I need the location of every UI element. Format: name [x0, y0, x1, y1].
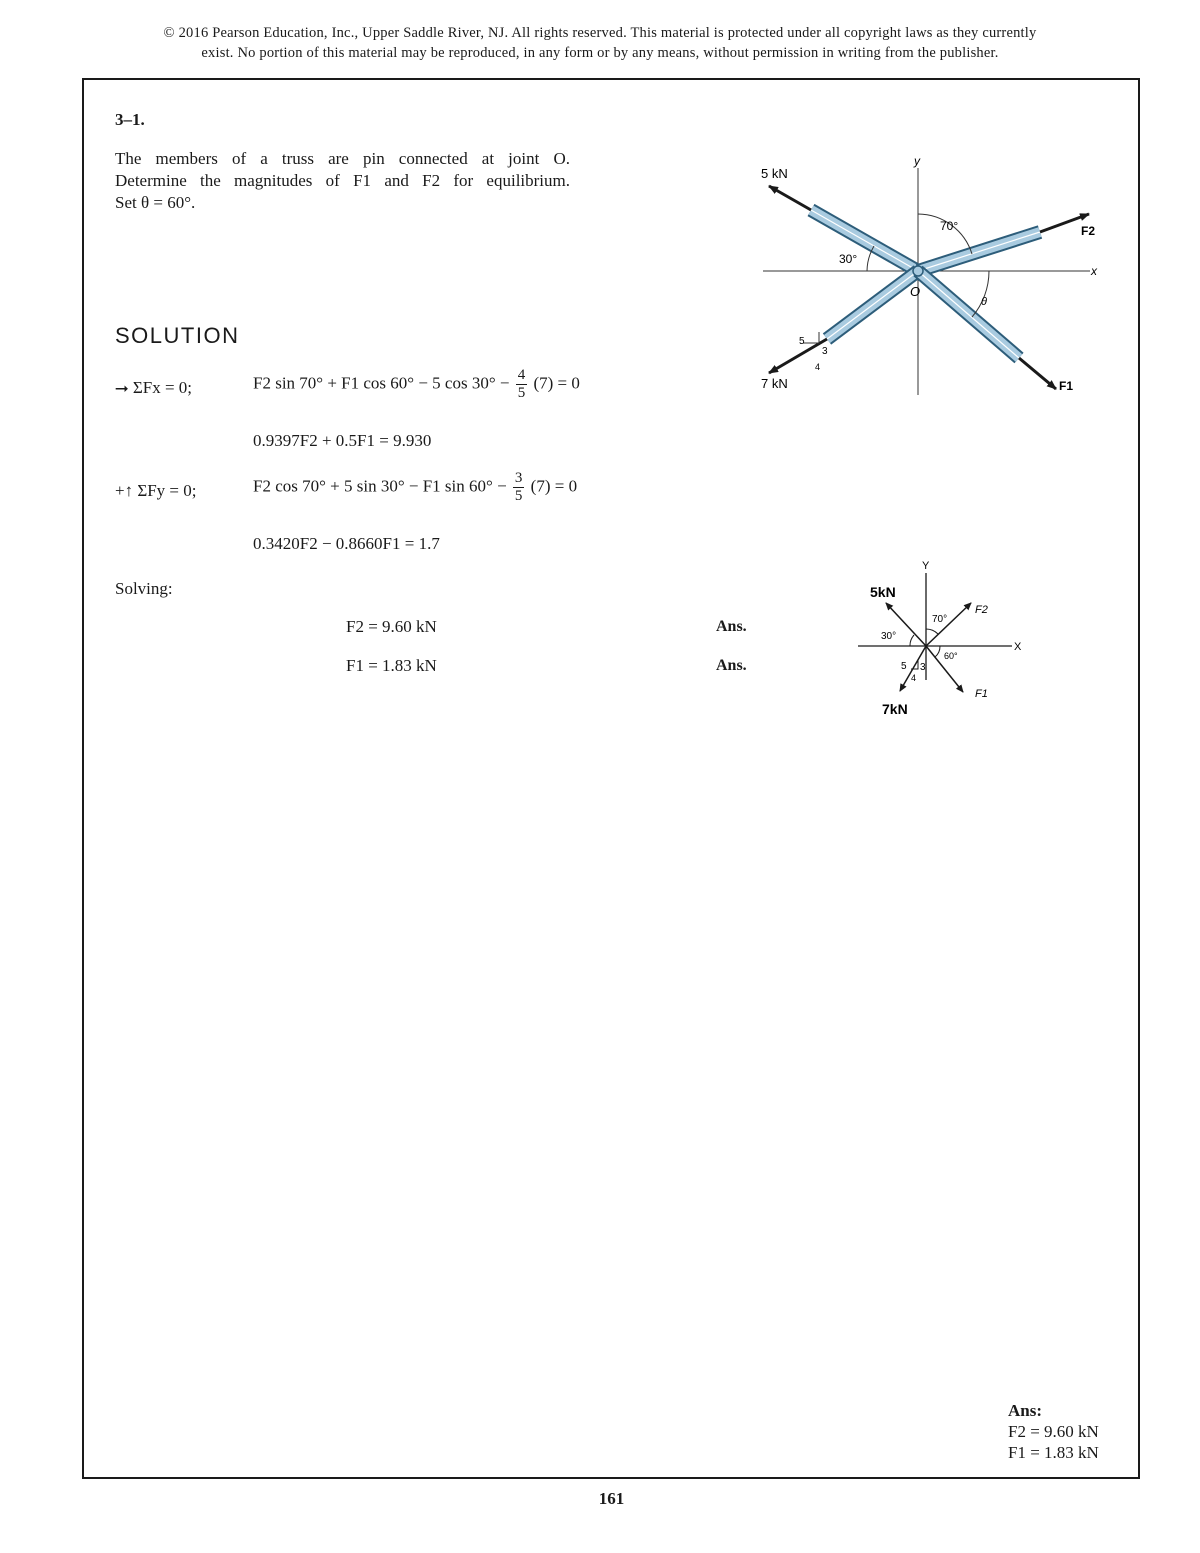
final-answer-f1: F1 = 1.83 kN: [1008, 1443, 1099, 1462]
label-y: y: [914, 154, 920, 168]
copyright-line-2: exist. No portion of this material may be reproduced, in any form or by any means, without permission in writing from the publisher.: [201, 45, 999, 61]
sketch-arc-30: [910, 635, 914, 646]
member-upper-left: [811, 210, 918, 271]
sketch-angle-60: 60°: [944, 651, 958, 661]
label-7kn: 7 kN: [761, 376, 788, 391]
label-5kn: 5 kN: [761, 166, 788, 181]
equation-1: [253, 367, 580, 402]
theta-label: θ: [981, 296, 987, 308]
eq2-fraction: [513, 470, 525, 505]
truss-figure: [755, 150, 1115, 400]
sketch-label-y: Y: [922, 560, 930, 572]
triangle-4: 4: [815, 362, 821, 372]
sketch-label-5kn: 5kN: [870, 584, 896, 600]
label-f2: F2: [1081, 224, 1096, 238]
member-lower-right: [918, 271, 1019, 358]
eq1-lhs: F2 sin 70° + F1 cos 60° − 5 cos 30° −: [253, 373, 510, 393]
angle-arc-theta: [972, 271, 989, 317]
copyright-line-1: © 2016 Pearson Education, Inc., Upper Saddle River, NJ. All rights reserved. This material is protected under all copyright laws as they currently: [163, 25, 1037, 41]
eq2-lhs: F2 cos 70° + 5 sin 30° − F1 sin 60° −: [253, 476, 507, 496]
member-lower-left: [827, 271, 921, 339]
eq1-label: ⭢ ΣFx = 0;: [115, 378, 193, 397]
sketch-triangle-5: 5: [901, 661, 907, 672]
force-5kn-arrow: [769, 186, 811, 210]
eq2-label: +↑ ΣFy = 0;: [115, 481, 197, 500]
final-answer-heading: Ans:: [1008, 1401, 1043, 1420]
sketch-arc-70: [926, 629, 938, 634]
eq2-frac-num: 3: [514, 470, 523, 486]
ans-label-2: Ans.: [716, 657, 747, 674]
problem-line-1: The members of a truss are pin connected at joint O.: [115, 149, 570, 168]
answer-f1: F1 = 1.83 kN: [346, 656, 437, 675]
label-f1: F1: [1059, 379, 1074, 393]
triangle-5: 5: [799, 336, 805, 347]
final-answer-f2: F2 = 9.60 kN: [1008, 1422, 1099, 1441]
eq2-frac-den: 5: [514, 488, 523, 504]
sketch-triangle-3: 3: [920, 662, 926, 673]
sketch-arc-60: [935, 646, 940, 657]
copyright-notice: [60, 23, 1140, 63]
label-x: x: [1091, 264, 1097, 278]
ans-label-1: Ans.: [716, 618, 747, 635]
pin-joint-o: [913, 266, 923, 276]
member-upper-right: [918, 232, 1040, 271]
sketch-label-x: X: [1014, 641, 1022, 653]
sketch-angle-30: 30°: [881, 631, 897, 642]
force-f1-arrow: [1019, 358, 1056, 389]
eq1-fraction: [516, 367, 528, 402]
eq2-result: 0.3420F2 − 0.8660F1 = 1.7: [253, 534, 440, 553]
final-answer-box: [1008, 1400, 1099, 1463]
sketch-angle-70: 70°: [932, 614, 948, 625]
solving-label: Solving:: [115, 579, 173, 598]
problem-statement: [115, 148, 570, 214]
label-o: O: [910, 284, 921, 299]
eq1-result: 0.9397F2 + 0.5F1 = 9.930: [253, 431, 432, 450]
eq1-frac-num: 4: [517, 367, 526, 383]
problem-line-2: Determine the magnitudes of F1 and F2 for equilibrium.: [115, 171, 570, 190]
eq1-frac-den: 5: [517, 385, 526, 401]
problem-line-3: Set θ = 60°.: [115, 193, 196, 212]
answer-f2: F2 = 9.60 kN: [346, 617, 437, 636]
solution-heading: SOLUTION: [115, 323, 240, 348]
problem-number: 3–1.: [115, 110, 145, 129]
angle-70-label: 70°: [940, 219, 959, 233]
sketch-triangle-4: 4: [911, 673, 917, 683]
eq2-rhs: (7) = 0: [530, 476, 578, 496]
free-body-sketch: [850, 555, 1040, 725]
sketch-label-f1: F1: [975, 688, 988, 700]
eq1-rhs: (7) = 0: [533, 373, 580, 393]
triangle-3: 3: [822, 346, 828, 357]
sketch-label-7kn: 7kN: [882, 701, 908, 717]
sketch-label-f2: F2: [975, 604, 988, 616]
slope-triangle: [803, 332, 819, 343]
angle-30-label: 30°: [839, 252, 858, 266]
equation-2: [253, 470, 577, 505]
page-number: 161: [598, 1489, 625, 1508]
